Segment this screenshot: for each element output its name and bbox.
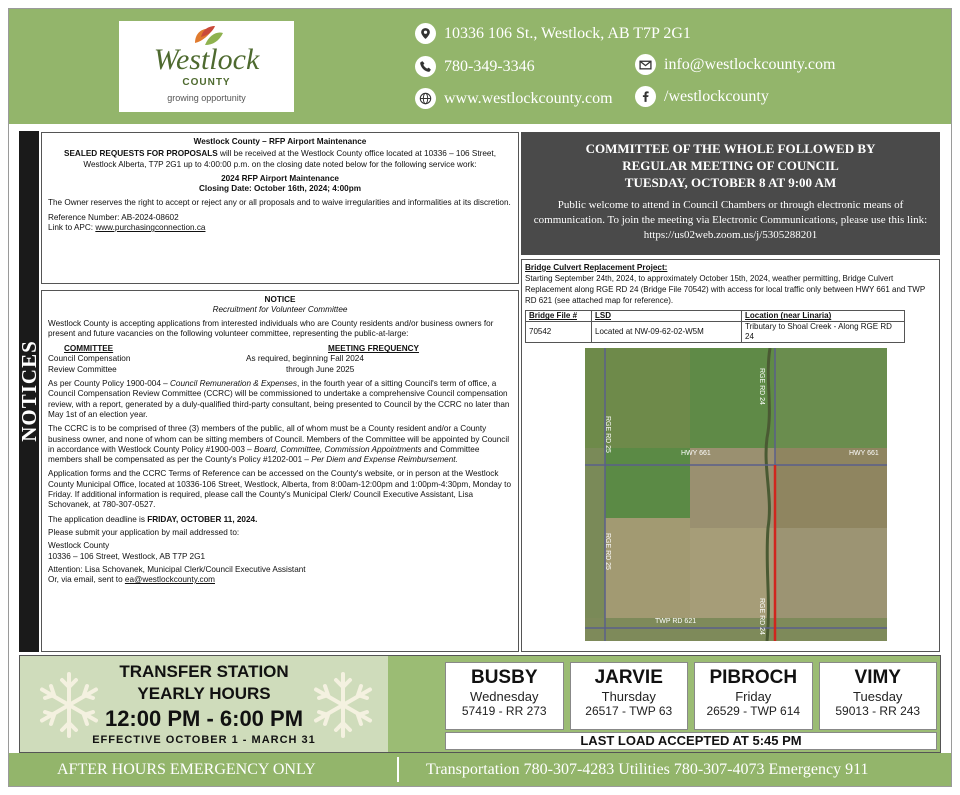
last-load-notice: LAST LOAD ACCEPTED AT 5:45 PM [445,732,937,750]
globe-icon [415,88,436,109]
facebook-text: /westlockcounty [664,87,769,105]
transfer-hours: 12:00 PM - 6:00 PM [104,706,304,731]
bridge-header-file: Bridge File # [526,311,592,322]
rfp-lead-text: will be received at the Westlock County office located at 10336 – 106 Street, Westlock Alberta, T7P 2G1 up to 4:00:00 p.m. on the closing date noted below for the following service work: [83,149,496,169]
facebook-icon [635,86,656,107]
site-name: JARVIE [594,667,663,688]
notice-paragraph-3: Application forms and the CCRC Terms of Reference can be accessed on the County's website, or in person at the Westlock County Municipal Office, located at 10336-106 Street, Westlock, Alberta, from 8:00am-12:00pm and 1:00pm-4:30pm, Monday to Friday. If additional information is required, please call the County's Municipal Clerk/ Council Executive Assistant, Lisa Schovanek, at 780-307-0527. [48,469,511,510]
committee-name-1: Council Compensation [48,354,131,364]
meeting-body: Public welcome to attend in Council Chambers or through electronic means of communication. To join the meeting via Electronic Communications, please use this link: https://us02web.zoom.us/j/5305288201 [533,199,928,241]
footer-bar [9,753,951,786]
map-label-hwy-left: HWY 661 [681,450,711,457]
council-meeting-notice [521,132,940,255]
notice-deadline: The application deadline is FRIDAY, OCTOBER 11, 2024. [48,514,258,524]
footer-contacts: Transportation 780-307-4283 Utilities 780-307-4073 Emergency 911 [426,761,869,778]
rfp-lead [48,149,512,170]
transfer-effective: EFFECTIVE OCTOBER 1 - MARCH 31 [92,734,316,746]
address-text: 10336 106 St., Westlock, AB T7P 2G1 [444,24,691,42]
site-address: 59013 - RR 243 [835,704,921,718]
frequency-1: As required, beginning Fall 2024 [246,354,364,364]
map-label-rge-rd-24-bottom: RGE RD 24 [758,598,765,635]
site-busby [445,662,564,730]
footer-divider [397,757,399,782]
bridge-text: Starting September 24th, 2024, to approximately October 15th, 2024, weather permitting, Bridge Culvert Replacement along RGE RD 24 (Bridge File 70542) with access for local traffic only between HWY 661 and TWP RD 621 (see attached map for reference). [525,274,926,306]
meeting-heading [521,132,940,191]
phone-icon [415,56,436,77]
bridge-header-location: Location (near Linaria) [742,311,905,322]
rfp-work-title: 2024 RFP Airport Maintenance [221,173,339,183]
rfp-lead-bold: SEALED REQUESTS FOR PROPOSALS [63,149,218,159]
website-text: www.westlockcounty.com [444,89,613,107]
notice-attention: Attention: Lisa Schovanek, Municipal Clerk/Council Executive Assistant [48,564,306,574]
transfer-title-2: YEARLY HOURS [137,684,271,703]
notice-address-2: 10336 – 106 Street, Westlock, AB T7P 2G1 [48,551,206,561]
notice-title: NOTICE [264,295,296,304]
committee-name-2: Review Committee [48,364,117,374]
website-line[interactable] [415,88,613,109]
email-line[interactable] [635,54,835,75]
site-address: 26529 - TWP 614 [706,704,801,718]
county-logo[interactable] [119,21,294,112]
rfp-apc-label: Link to APC: [48,223,96,233]
site-address: 26517 - TWP 63 [585,704,673,718]
bridge-header-lsd: LSD [592,311,742,322]
facebook-line[interactable] [635,86,769,107]
bridge-table [525,310,905,343]
map-label-twp-rd: TWP RD 621 [655,618,697,625]
transfer-hours-panel [20,656,388,752]
rfp-apc [48,223,512,233]
notice-email-link[interactable]: ea@westlockcounty.com [124,575,215,585]
committee-table-header [48,344,512,354]
phone-line[interactable] [415,56,535,77]
notice-email: Or, via email, sent to ea@westlockcounty.com [48,575,215,585]
notices-sidebar [19,131,39,652]
meeting-line-1: COMMITTEE OF THE WHOLE FOLLOWED BY [585,141,876,156]
bridge-lsd-value: Located at NW-09-62-02-W5M [592,322,742,343]
bridge-title: Bridge Culvert Replacement Project: [525,263,668,272]
transfer-station-panel [19,655,941,753]
frequency-2: through June 2025 [286,364,355,374]
email-text: info@westlockcounty.com [664,55,836,73]
site-vimy [819,662,938,730]
rfp-title: Westlock County – RFP Airport Maintenance [193,137,367,146]
site-jarvie [570,662,689,730]
site-name: VIMY [854,667,901,688]
notice-intro: Westlock County is accepting applications from interested individuals who are County residents and/or business owners for present and future vacancies on the following volunteer committee, representing the public-at-large: [48,318,494,338]
transfer-sites [445,662,937,730]
table-row [526,322,905,343]
rfp-notice [41,132,519,284]
rfp-reserve: The Owner reserves the right to accept or reject any or all proposals and to waive irregularities and informalities at its discretion. [48,198,511,208]
address-line [415,23,691,44]
logo-county: COUNTY [182,77,231,88]
footer-emergency-label: AFTER HOURS EMERGENCY ONLY [57,761,316,778]
map-image [585,348,887,641]
logo-wordmark: Westlock [153,43,260,76]
meeting-line-2: REGULAR MEETING OF COUNCIL [622,158,839,173]
map-label-rge-rd-25-bottom: RGE RD 25 [604,533,611,570]
phone-text: 780-349-3346 [444,57,535,75]
committee-row-1 [48,354,512,364]
map-label-hwy-right: HWY 661 [849,450,879,457]
notice-address-1: Westlock County [48,541,110,551]
site-address: 57419 - RR 273 [461,704,547,718]
bridge-location-value: Tributary to Shoal Creek - Along RGE RD 24 [742,322,905,343]
site-day: Wednesday [470,689,539,704]
map-label-rge-rd-25-top: RGE RD 25 [604,416,611,453]
committee-row-2 [48,365,512,375]
notice-subtitle: Recruitment for Volunteer Committee [212,305,348,315]
notice-paragraph-1: As per County Policy 1900-004 – Council Remuneration & Expenses, in the fourth year of a sitting Council's term of office, a Council Compensation Review Committee (CCRC) will be commissioned to undertake a comprehensive Council compensation review, with a report, generated by a duly-qualified third-party consultant, being presented to Council by the CCRC no later than May 1st of an election year. [48,379,510,419]
site-day: Tuesday [853,689,903,704]
location-pin-icon [415,23,436,44]
bridge-location-map[interactable] [585,348,887,641]
email-icon [635,54,656,75]
site-name: PIBROCH [709,667,798,688]
site-pibroch [694,662,813,730]
rfp-apc-link[interactable]: www.purchasingconnection.ca [95,223,206,233]
notice-paragraph-2: The CCRC is to be comprised of three (3) members of the public, all of whom must be a County resident and/or a County business owner, and none of whom can be sitting members of Council. Members of the Committee will be appointed by Council in accordance with Westlock County Policy #1900-003 – Board, Committee, Commission Appointments and Committee members shall be compensated as per the County's Policy #1202-001 – Per Diem and Expense Reimbursement. [48,424,510,465]
rfp-closing-date: Closing Date: October 16th, 2024; 4:00pm [199,184,361,194]
transfer-title-1: TRANSFER STATION [119,662,289,681]
bridge-file-value: 70542 [526,322,592,343]
site-day: Friday [735,689,772,704]
header-bar [9,9,951,124]
notice-submit: Please submit your application by mail addressed to: [48,527,240,537]
rfp-reference: Reference Number: AB-2024-08602 [48,212,179,222]
committee-header: COMMITTEE [64,344,114,354]
site-name: BUSBY [470,667,538,688]
site-day: Thursday [601,689,656,704]
volunteer-notice [41,290,519,652]
map-label-rge-rd-24-top: RGE RD 24 [758,368,765,405]
meeting-line-3: TUESDAY, OCTOBER 8 AT 9:00 AM [624,175,837,190]
notices-label: NOTICES [17,340,41,442]
logo-tagline: growing opportunity [167,93,246,103]
bridge-table-header [526,311,905,322]
frequency-header: MEETING FREQUENCY [328,344,419,354]
page-frame [8,8,952,787]
